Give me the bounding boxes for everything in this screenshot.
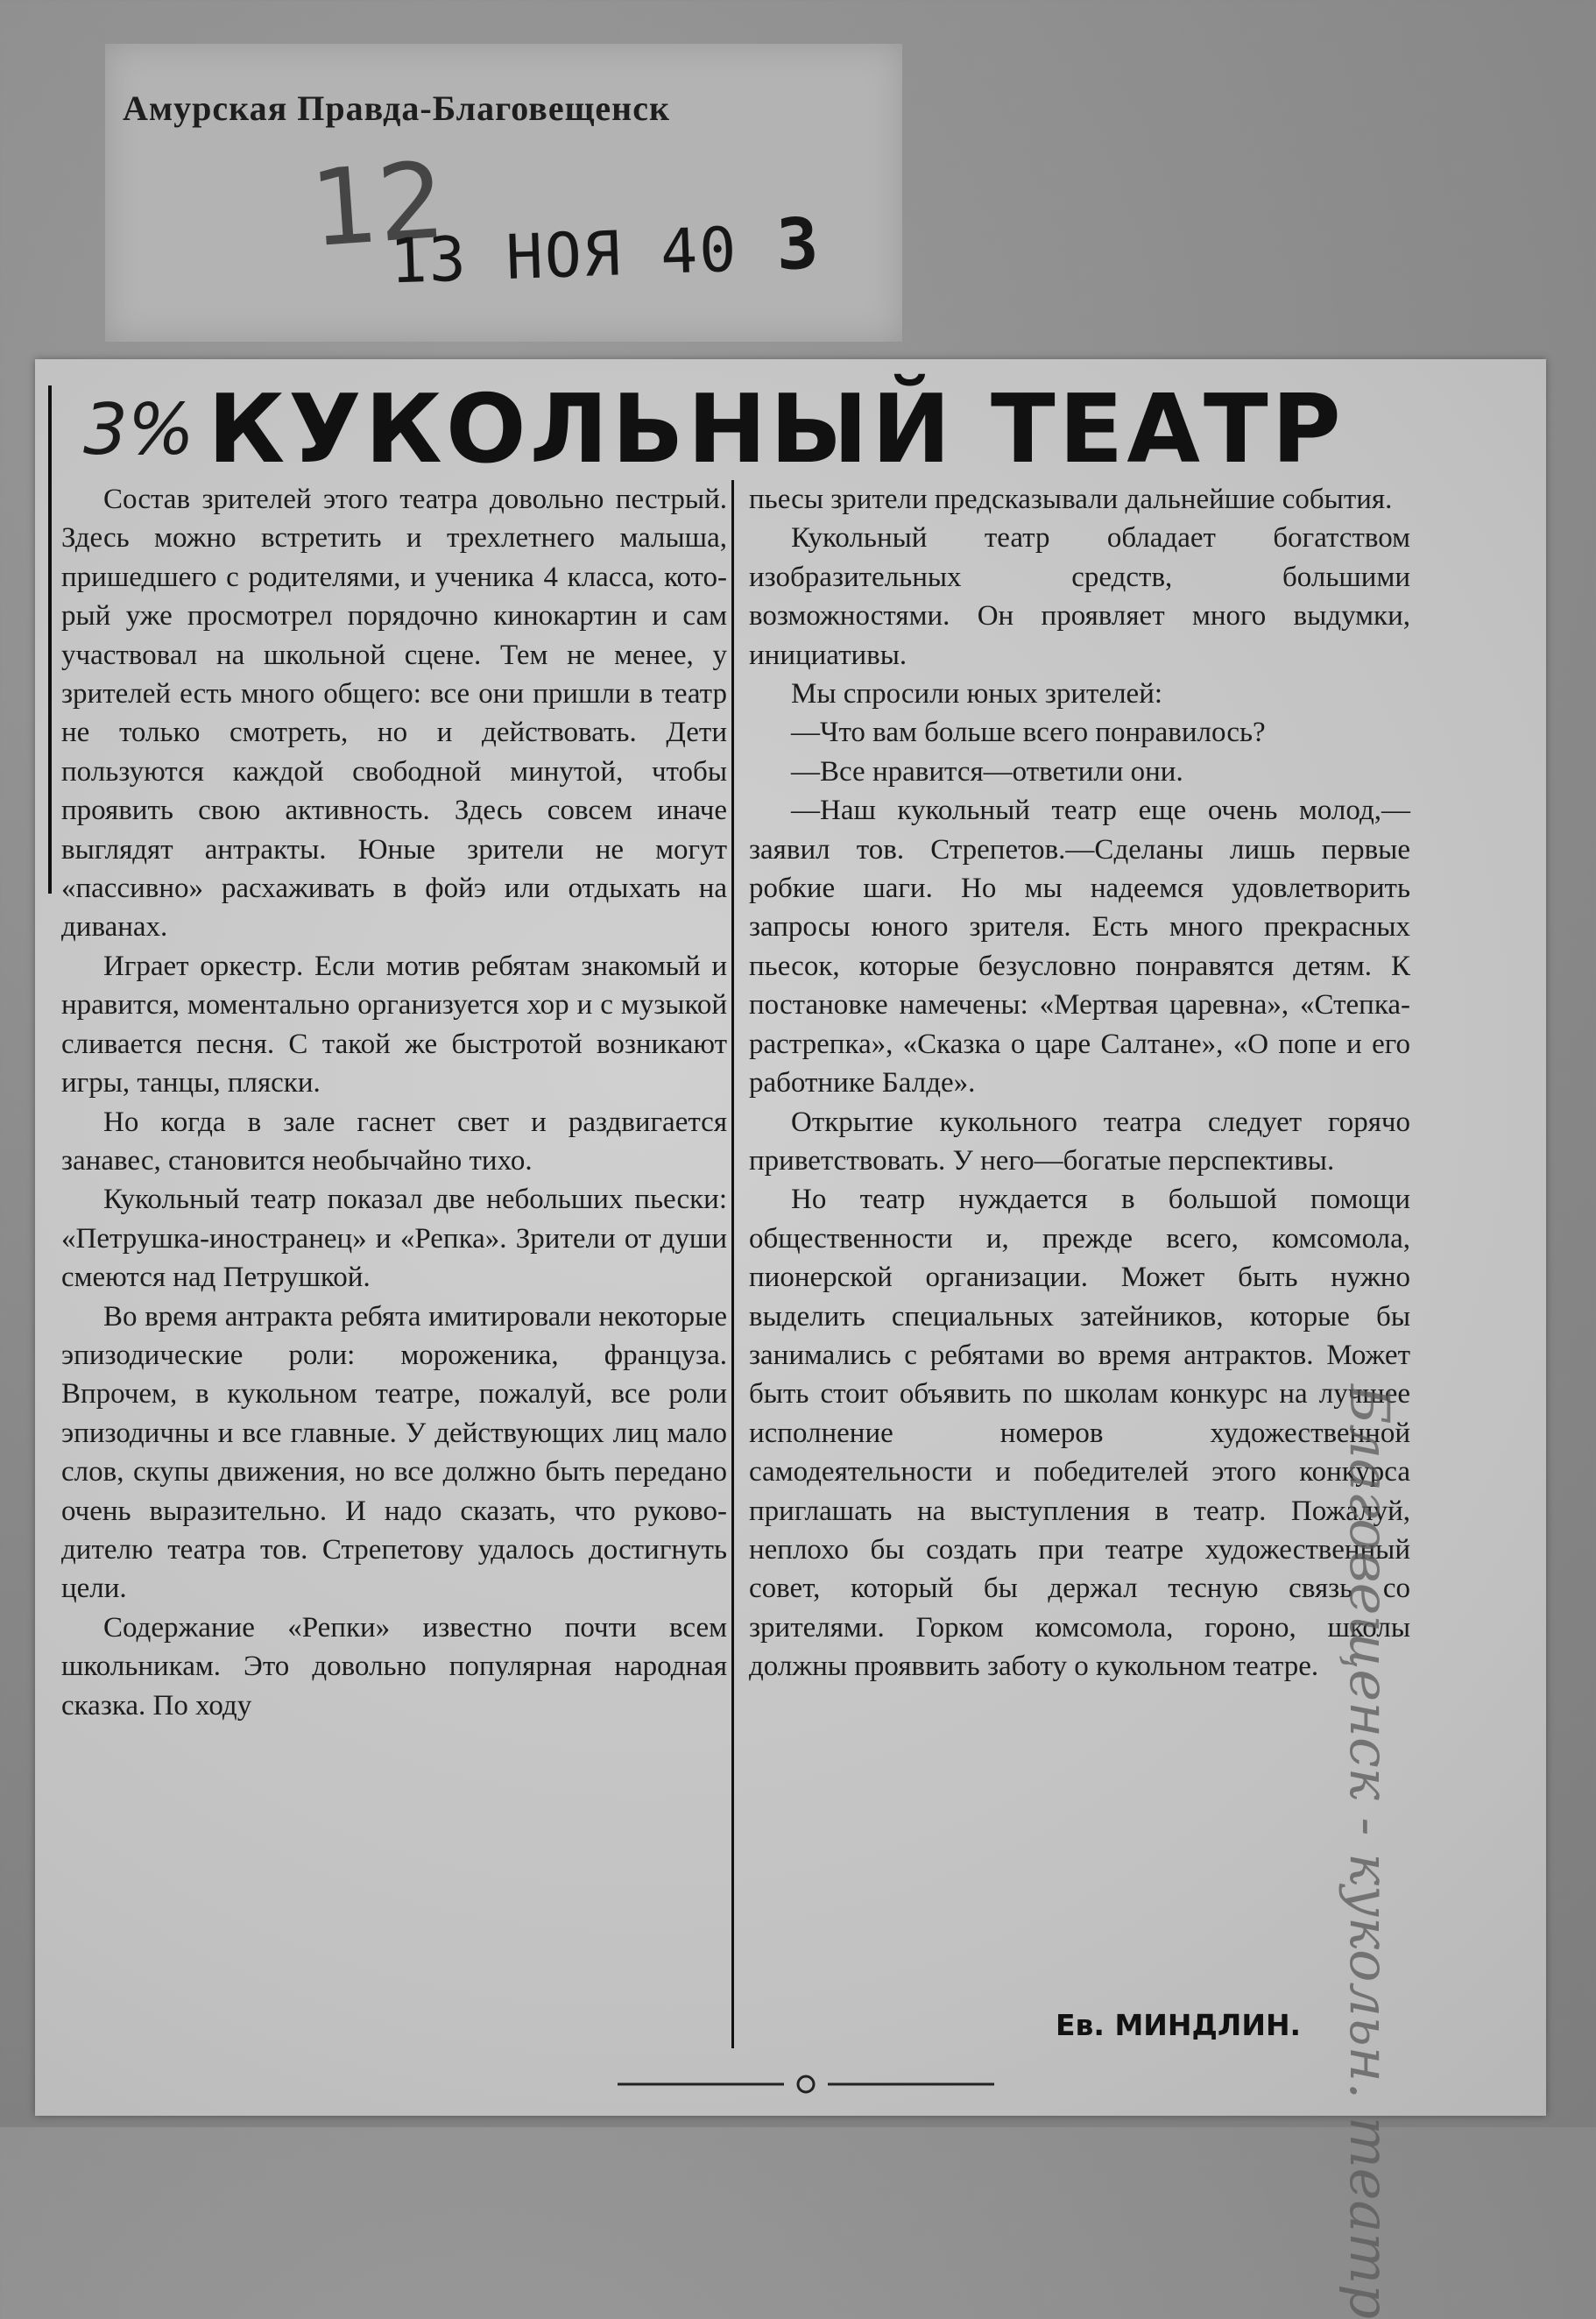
date-stamp-text: 13 НОЯ 40 — [388, 213, 739, 298]
author-signature: Ев. МИНДЛИН. — [1056, 2008, 1302, 2042]
handwritten-reference: 3% — [83, 389, 194, 470]
paragraph: Состав зрителей этого театра довольно пестрый. Здесь можно встретить и трехлетнего малыша, пришедшего с родителями, и ученика 4 класса, который уже просмотрел порядочно кинокартин и сам участвовал на школьной сцене. Тем не менее, у зрителей есть много общего: все они пришли в театр не только смотреть, но и действовать. Дети пользуются каждой свободной минутой, чтобы проявить свою активность. Здесь совсем иначе выглядят антракты. Юные зрители не могут «пассивно» расхаживать в фойэ или отдыхать на диванах. — [61, 484, 727, 944]
newspaper-name: Амурская Правда-Благовещенск — [123, 88, 670, 128]
paragraph: пьесы зрители предсказывали дальнейшие события. — [749, 484, 1393, 515]
right-column — [749, 480, 1410, 1686]
paragraph: Во время антракта ребята имитировали некоторые эпизодические роли: мороженика, француза. Впрочем, в кукольном театре, пожалуй, все роли эпизодичны и все главные. У действующих лиц мало слов, скупы движения, но все должно быть передано очень выразительно. И надо сказать, что руководителю театра тов. Стрепетову удалось достигнуть цели. — [61, 1300, 727, 1605]
paragraph: Но когда в зале гаснет свет и раздвигается занавес, становится необычайно тихо. — [61, 1106, 727, 1177]
paragraph: Кукольный театр показал две небольших пьески: «Петрушка-иностранец» и «Репка». Зрители от души смеются над Петрушкой. — [61, 1184, 727, 1294]
paragraph: Но театр нуждается в большой помощи общественности и, прежде всего, комсомола, пионерской организации. Может быть нужно выделить специальных затейников, которые бы занимались с ребятами во время антрактов. Может быть стоит объявить по школам конкурс на лучшее исполнение номеров художественной самодеятельности и победителей этого конкурса приглашать на выступления в театр. Пожалуй, неплохо бы создать при театре художественный совет, который бы держал тесную связь со зрителями. Горком комсомола, гороно, школы должны прояввить заботу о кукольном театре. — [749, 1184, 1410, 1683]
paragraph: Мы спросили юных зрителей: — [791, 678, 1163, 711]
paragraph: Кукольный театр обладает богатством изобразительных средств, большими возможностями. Он проявляет много выдумки, инициативы. — [749, 522, 1410, 671]
handwritten-margin-note: Благовещенск - кукольн. театр — [1338, 1384, 1402, 2319]
paragraph: —Что вам больше всего понравилось? — [791, 717, 1266, 749]
date-stamp-suffix: 3 — [774, 202, 823, 286]
date-stamp — [389, 202, 823, 299]
paragraph: Играет оркестр. Если мотив ребятам знакомый и нравится, моментально организуется хор и с музыкой сливается песня. С такой же быстротой возникают игры, танцы, пляски. — [61, 950, 727, 1099]
paragraph: —Наш кукольный театр еще очень молод,—заявил тов. Стрепетов.—Сделаны лишь первые робкие шаги. Но мы надеемся удовлетворить запросы юного зрителя. Есть много прекрасных пьесок, которые безусловно понравятся детям. К постановке намечены: «Мертвая царевна», «Степка-растрепка», «Сказка о царе Салтане», «О попе и его работнике Балде». — [749, 795, 1410, 1099]
paragraph: —Все нравится—ответили они. — [791, 755, 1183, 788]
left-column — [61, 480, 727, 1725]
paragraph: Открытие кукольного театра следует горячо приветствовать. У него—богатые перспективы. — [749, 1106, 1410, 1177]
left-border-line — [48, 385, 52, 894]
headline-row — [83, 375, 1345, 484]
end-ornament — [618, 2075, 994, 2094]
column-divider — [731, 480, 734, 2048]
article-headline: КУКОЛЬНЫЙ ТЕАТР — [208, 375, 1345, 484]
catalog-mark: 12 — [307, 139, 449, 272]
paragraph: Содержание «Репки» известно почти всем школьникам. Это довольно популярная народная сказка. По ходу — [61, 1611, 727, 1722]
